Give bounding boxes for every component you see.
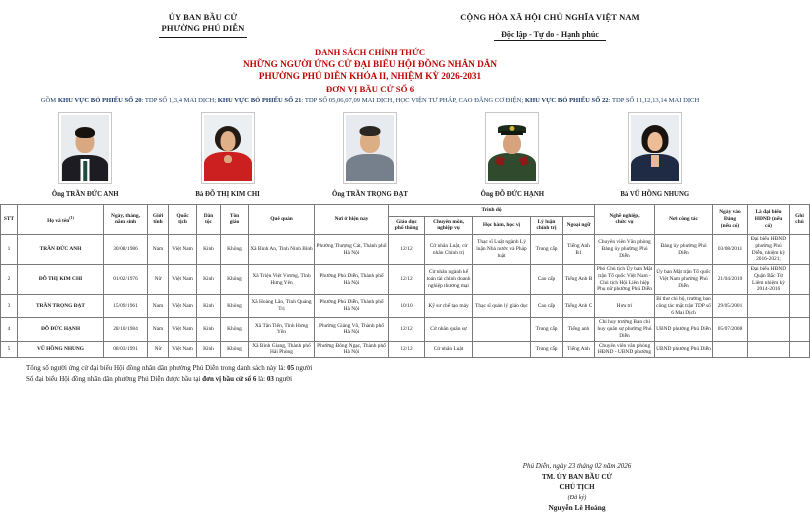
- cell-party-date: 03/08/2011: [713, 235, 748, 265]
- summary-note-total: Tổng số người ứng cử đại biểu Hội đồng nhân dân phường Phú Diễn trong danh sách này là: 05 người: [26, 364, 313, 373]
- cell-politics: Trung cấp: [531, 235, 563, 265]
- signature-date: Phú Diễn, ngày 23 tháng 02 năm 2026: [522, 462, 632, 471]
- total-candidates-count: 05: [287, 364, 295, 373]
- cell-dob: 15/09/1961: [104, 295, 148, 318]
- candidate-name-caption: Bà VŨ HỒNG NHUNG: [620, 190, 690, 198]
- cell-hometown: Xã Triệu Việt Vương, Tỉnh Hưng Yên: [249, 265, 315, 295]
- cell-ethnicity: Kinh: [197, 265, 221, 295]
- cell-language: Tiếng Anh: [563, 341, 595, 358]
- cell-sex: Nữ: [148, 265, 169, 295]
- cell-party-date: 29/05/2001: [713, 295, 748, 318]
- cell-education: 12/12: [389, 318, 425, 341]
- cell-occupation: Phó Chủ tịch Ủy ban Mặt trận Tổ quốc Việt Nam - Chủ tịch Hội Liên hiệp Phụ nữ phường Phú Diễn: [595, 265, 655, 295]
- th-nationality: Quốc tịch: [169, 204, 197, 234]
- cell-language: Tiếng anh: [563, 318, 595, 341]
- candidate-photo-row: [0, 112, 740, 198]
- candidate-portrait: [58, 112, 112, 184]
- cell-politics: Trung cấp: [531, 341, 563, 358]
- table-body: [1, 235, 810, 358]
- th-political-theory: Lý luận chính trị: [531, 216, 563, 235]
- cell-stt: 5: [1, 341, 18, 358]
- cell-ethnicity: Kinh: [197, 341, 221, 358]
- candidate-photo-cell: [163, 112, 293, 198]
- th-general-education: Giáo dục phổ thông: [389, 216, 425, 235]
- th-hometown: Quê quán: [249, 204, 315, 234]
- cell-degree: Thạc sĩ Luật ngành Lý luận Nhà nước và Pháp luật: [473, 235, 531, 265]
- cell-residence: Phường Thượng Cát, Thành phố Hà Nội: [315, 235, 389, 265]
- th-professional: Chuyên môn, nghiệp vụ: [425, 216, 473, 235]
- cell-residence: Phường Phú Diễn, Thành phố Hà Nội: [315, 295, 389, 318]
- cell-dob: 01/02/1976: [104, 265, 148, 295]
- cell-ethnicity: Kinh: [197, 318, 221, 341]
- table-row: [1, 341, 810, 358]
- cell-sex: Nữ: [148, 341, 169, 358]
- cell-nationality: Việt Nam: [169, 341, 197, 358]
- cell-stt: 3: [1, 295, 18, 318]
- cell-dob: 28/10/1984: [104, 318, 148, 341]
- candidate-photo-cell: [447, 112, 577, 198]
- candidate-name-caption: Bà ĐỖ THỊ KIM CHI: [195, 190, 260, 198]
- signature-organization: TM. ỦY BAN BẦU CỬ: [541, 472, 613, 481]
- cell-religion: Không: [221, 341, 249, 358]
- scope-zone-1-label: KHU VỰC BỎ PHIẾU SỐ 20: [57, 96, 142, 104]
- cell-religion: Không: [221, 318, 249, 341]
- cell-politics: Trung cấp: [531, 318, 563, 341]
- scope-zone-3-label: KHU VỰC BỎ PHIẾU SỐ 22: [524, 96, 609, 104]
- th-qualifications-group: Trình độ: [389, 204, 595, 216]
- cell-stt: 1: [1, 235, 18, 265]
- scope-zone-1-text: : TDP SỐ 1,3,4 MAI DỊCH;: [141, 96, 218, 104]
- title-line-4: ĐƠN VỊ BẦU CỬ SỐ 6: [325, 83, 415, 94]
- candidate-name-caption: Ông ĐỖ ĐỨC HẠNH: [480, 190, 545, 198]
- cell-hometown: Xã Tân Tiến, Tỉnh Hưng Yên: [249, 318, 315, 341]
- table-row: [1, 235, 810, 265]
- cell-workplace: Đảng ủy phường Phú Diễn: [655, 235, 713, 265]
- candidate-name-caption: Ông TRẦN ĐỨC ANH: [51, 190, 119, 198]
- issuing-organization: [8, 12, 368, 38]
- document-header: [0, 0, 740, 41]
- cell-residence: Phường Giảng Võ, Thành phố Hà Nội: [315, 318, 389, 341]
- candidate-portrait: [201, 112, 255, 184]
- cell-occupation: Chuyên viên Văn phòng Đảng ủy phường Phú Diễn: [595, 235, 655, 265]
- th-stt: STT: [1, 204, 18, 234]
- cell-hometown: Xã Bình Giang, Thành phố Hải Phòng: [249, 341, 315, 358]
- title-line-3: PHƯỜNG PHÚ DIỄN KHÓA II, NHIỆM KỲ 2026-2031: [258, 70, 482, 81]
- scope-zone-2-text: : TDP SỐ 05,06,07,09 MAI DỊCH, HỌC VIỆN TƯ PHÁP, CAO ĐẲNG CƠ ĐIỆN;: [301, 96, 525, 104]
- national-motto: Độc lập - Tự do - Hạnh phúc: [501, 30, 599, 40]
- cell-education: 12/12: [389, 235, 425, 265]
- electoral-unit-label: đơn vị bầu cử số 6: [202, 374, 257, 383]
- th-foreign-language: Ngoại ngữ: [563, 216, 595, 235]
- scope-prefix: GỒM: [40, 96, 57, 104]
- signatory-name: Nguyễn Lê Hoàng: [548, 502, 606, 512]
- th-ethnicity: Dân tộc: [197, 204, 221, 234]
- cell-language: Tiếng Anh C: [563, 295, 595, 318]
- cell-nationality: Việt Nam: [169, 295, 197, 318]
- cell-language: Tiếng Anh B1: [563, 235, 595, 265]
- org-line-1: ỦY BAN BẦU CỬ: [168, 12, 238, 22]
- th-occupation: Nghề nghiệp, chức vụ: [595, 204, 655, 234]
- cell-profession: Cử nhân quân sự: [425, 318, 473, 341]
- candidate-photo-cell: [20, 112, 150, 198]
- th-name-superscript: (1): [69, 214, 74, 220]
- th-sex: Giới tính: [148, 204, 169, 234]
- signature-signed-marker: (Đã ký): [567, 493, 587, 501]
- candidate-name-caption: Ông TRẦN TRỌNG ĐẠT: [332, 190, 408, 198]
- cell-religion: Không: [221, 265, 249, 295]
- cell-stt: 2: [1, 265, 18, 295]
- cell-education: 12/12: [389, 341, 425, 358]
- cell-profession: Kỹ sư chế tạo máy: [425, 295, 473, 318]
- cell-hdnd: Đại biểu HĐND phường Phú Diễn, nhiệm kỳ 2016-2021;: [748, 235, 790, 265]
- cell-sex: Nam: [148, 318, 169, 341]
- voting-scope-line: [0, 97, 740, 106]
- candidate-photo-cell: [305, 112, 435, 198]
- scope-zone-3-text: : TDP SỐ 11,12,13,14 MAI DỊCH: [608, 96, 700, 104]
- th-religion: Tôn giáo: [221, 204, 249, 234]
- cell-name: ĐỖ THỊ KIM CHI: [18, 265, 104, 295]
- table-header-row-1: [1, 204, 810, 216]
- th-residence: Nơi ở hiện nay: [315, 204, 389, 234]
- cell-name: TRẦN ĐỨC ANH: [18, 235, 104, 265]
- cell-hdnd: [748, 341, 790, 358]
- cell-education: 10/10: [389, 295, 425, 318]
- th-academic-degree: Học hàm, học vị: [473, 216, 531, 235]
- cell-sex: Nam: [148, 295, 169, 318]
- cell-occupation: Hưu trí: [595, 295, 655, 318]
- cell-name: TRẦN TRỌNG ĐẠT: [18, 295, 104, 318]
- signature-block: [462, 461, 692, 513]
- th-hdnd-delegate: Là đại biểu HĐND (nếu có): [748, 204, 790, 234]
- cell-residence: Phường Đông Ngạc, Thành phố Hà Nội: [315, 341, 389, 358]
- table-row: [1, 265, 810, 295]
- candidate-photo-cell: [590, 112, 720, 198]
- cell-occupation: Chỉ huy trưởng Ban chỉ huy quân sự phường Phú Diễn: [595, 318, 655, 341]
- table-row: [1, 295, 810, 318]
- cell-nationality: Việt Nam: [169, 318, 197, 341]
- signature-role: CHỦ TỊCH: [559, 483, 595, 492]
- cell-note: [790, 318, 810, 341]
- cell-name: ĐỖ ĐỨC HẠNH: [18, 318, 104, 341]
- th-workplace: Nơi công tác: [655, 204, 713, 234]
- cell-workplace: Ủy ban Mặt trận Tổ quốc Việt Nam phường Phú Diễn: [655, 265, 713, 295]
- cell-degree: [473, 341, 531, 358]
- cell-hdnd: Đại biểu HĐND Quận Bắc Từ Liêm nhiệm kỳ 2014-2016: [748, 265, 790, 295]
- cell-religion: Không: [221, 295, 249, 318]
- cell-dob: 30/08/1986: [104, 235, 148, 265]
- title-line-1: DANH SÁCH CHÍNH THỨC: [314, 47, 426, 58]
- th-party-date: Ngày vào Đảng (nếu có): [713, 204, 748, 234]
- cell-hdnd: [748, 295, 790, 318]
- cell-profession: Cử nhân Luật: [425, 341, 473, 358]
- org-underline: [159, 37, 247, 38]
- candidate-table: [0, 204, 810, 358]
- candidate-portrait: [343, 112, 397, 184]
- cell-workplace: UBND phường Phú Diễn: [655, 318, 713, 341]
- cell-note: [790, 295, 810, 318]
- cell-ethnicity: Kinh: [197, 235, 221, 265]
- cell-workplace: UBND phường Phú Diễn: [655, 341, 713, 358]
- cell-note: [790, 235, 810, 265]
- cell-degree: [473, 318, 531, 341]
- cell-note: [790, 341, 810, 358]
- cell-degree: [473, 265, 531, 295]
- cell-degree: Thạc sĩ quản lý giáo dục: [473, 295, 531, 318]
- cell-profession: Cử nhân ngành kế toán tài chính doanh nghiệp thương mại: [425, 265, 473, 295]
- cell-residence: Phường Phú Diễn, Thành phố Hà Nội: [315, 265, 389, 295]
- th-dob: Ngày, tháng, năm sinh: [104, 204, 148, 234]
- cell-ethnicity: Kinh: [197, 295, 221, 318]
- cell-profession: Cử nhân Luật, cử nhân Chính trị: [425, 235, 473, 265]
- document-title-block: [0, 47, 740, 95]
- cell-religion: Không: [221, 235, 249, 265]
- elected-seats-count: 03: [266, 374, 274, 383]
- cell-hometown: Xã Hoàng Lão, Tỉnh Quảng Trị: [249, 295, 315, 318]
- country-name: CỘNG HÒA XÃ HỘI CHỦ NGHĨA VIỆT NAM: [460, 12, 640, 22]
- candidate-portrait: [485, 112, 539, 184]
- summary-note-elected: Số đại biểu Hội đồng nhân dân phường Phú Diễn được bầu tại đơn vị bầu cử số 6 là: 03 người: [26, 374, 293, 383]
- th-note: Ghi chú: [790, 204, 810, 234]
- scope-zone-2-label: KHU VỰC BỎ PHIẾU SỐ 21: [217, 96, 302, 104]
- cell-politics: Cao cấp: [531, 265, 563, 295]
- motto-underline: [494, 40, 606, 41]
- candidate-portrait: [628, 112, 682, 184]
- cell-nationality: Việt Nam: [169, 235, 197, 265]
- th-name: Họ và tên$^{(1)}$: [18, 204, 104, 234]
- cell-note: [790, 265, 810, 295]
- cell-sex: Nam: [148, 235, 169, 265]
- summary-notes: [26, 363, 740, 384]
- cell-education: 12/12: [389, 265, 425, 295]
- cell-nationality: Việt Nam: [169, 265, 197, 295]
- cell-party-date: 21/04/2010: [713, 265, 748, 295]
- cell-party-date: [713, 341, 748, 358]
- cell-occupation: Chuyên viên văn phòng HĐND - UBND phường: [595, 341, 655, 358]
- cell-hdnd: [748, 318, 790, 341]
- cell-party-date: 05/07/2008: [713, 318, 748, 341]
- cell-dob: 08/03/1991: [104, 341, 148, 358]
- cell-workplace: Bí thư chi bộ, trưởng ban công tác mặt trận TDP số 6 Mai Dịch: [655, 295, 713, 318]
- cell-name: VŨ HỒNG NHUNG: [18, 341, 104, 358]
- table-row: [1, 318, 810, 341]
- national-heading: [368, 12, 732, 41]
- cell-hometown: Xã Bình An, Tỉnh Ninh Bình: [249, 235, 315, 265]
- org-line-2: PHƯỜNG PHÚ DIỄN: [161, 23, 245, 34]
- cell-language: Tiếng Anh B: [563, 265, 595, 295]
- title-line-2: NHỮNG NGƯỜI ỨNG CỬ ĐẠI BIỂU HỘI ĐỒNG NHÂN DÂN: [242, 58, 498, 69]
- cell-stt: 4: [1, 318, 18, 341]
- cell-politics: Cao cấp: [531, 295, 563, 318]
